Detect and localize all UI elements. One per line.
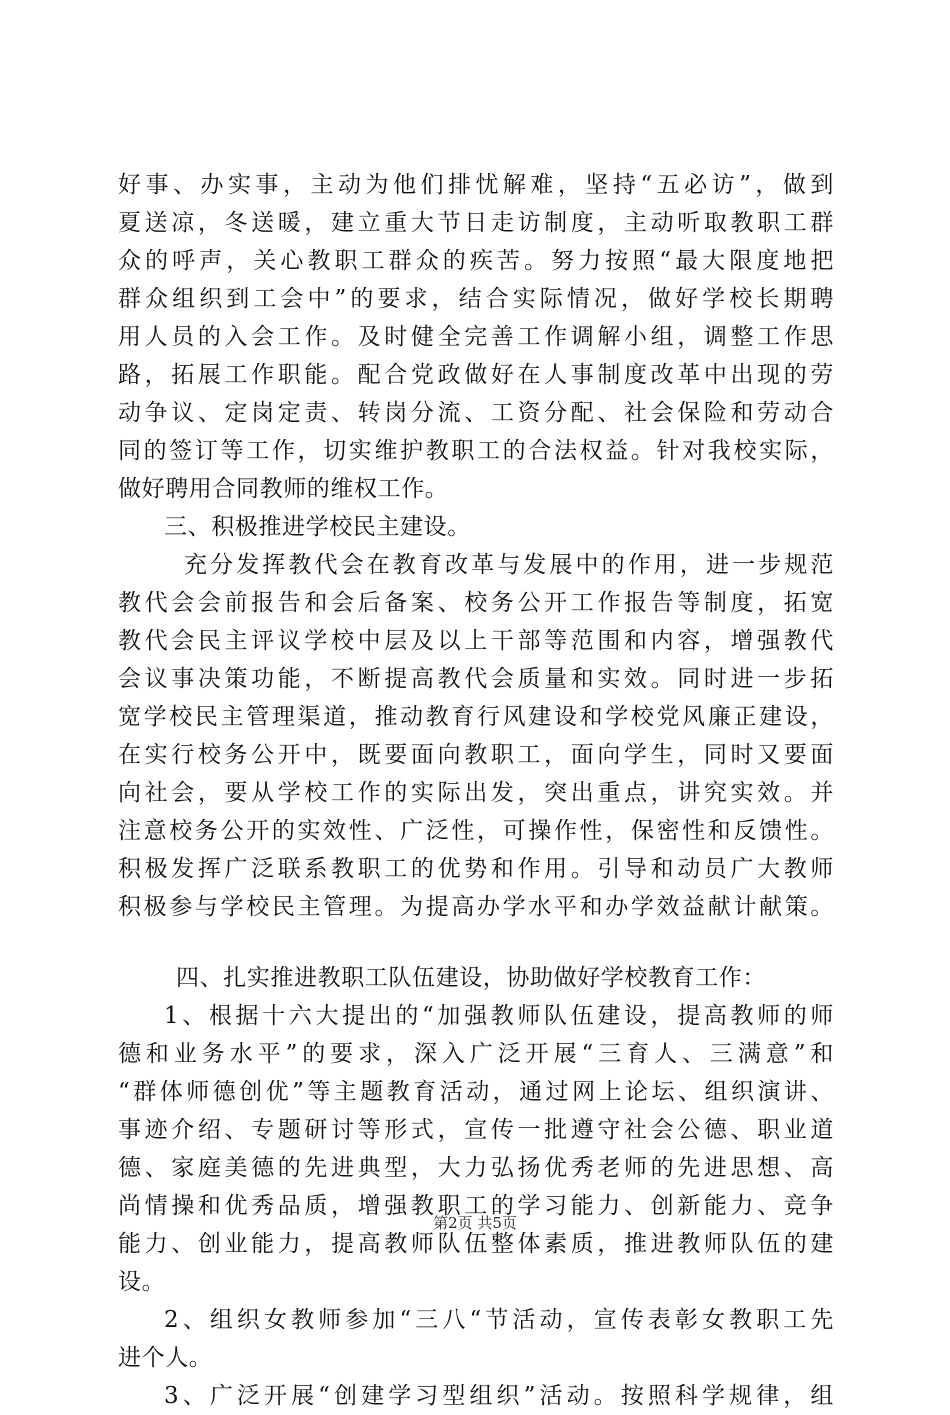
- text-line: 在实行校务公开中，既要面向教职工，面向学生，同时又要面: [118, 742, 834, 768]
- text-line: 尚情操和优秀品质，增强教职工的学习能力、创新能力、竞争: [118, 1193, 834, 1219]
- section-heading-3: 三、积极推进学校民主建设。: [164, 514, 471, 540]
- text-line: 众的呼声，关心教职工群众的疾苦。努力按照“最大限度地把: [118, 248, 834, 274]
- text-line: 能力、创业能力，提高教师队伍整体素质，推进教师队伍的建: [118, 1231, 834, 1257]
- text-line: 夏送凉，冬送暖，建立重大节日走访制度，主动听取教职工群: [118, 210, 834, 236]
- text-line: 进个人。: [118, 1345, 213, 1371]
- text-line: 德、家庭美德的先进典型，大力弘扬优秀老师的先进思想、高: [118, 1155, 834, 1181]
- text-line: 教代会会前报告和会后备案、校务公开工作报告等制度，拓宽: [118, 590, 834, 616]
- text-line: 事迹介绍、专题研讨等形式，宣传一批遵守社会公德、职业道: [118, 1117, 834, 1143]
- text-line: 注意校务公开的实效性、广泛性，可操作性，保密性和反馈性。: [118, 818, 834, 844]
- text-line: 做好聘用合同教师的维权工作。: [118, 476, 449, 502]
- text-line: 教代会民主评议学校中层及以上干部等范围和内容，增强教代: [118, 628, 834, 654]
- text-line: “群体师德创优”等主题教育活动，通过网上论坛、组织演讲、: [118, 1079, 834, 1105]
- text-line: 用人员的入会工作。及时健全完善工作调解小组，调整工作思: [118, 324, 834, 350]
- text-line: 向社会，要从学校工作的实际出发，突出重点，讲究实效。并: [118, 780, 834, 806]
- section-heading-4: 四、扎实推进教职工队伍建设，协助做好学校教育工作：: [176, 965, 766, 991]
- text-line: 同的签订等工作，切实维护教职工的合法权益。针对我校实际，: [118, 438, 834, 464]
- text-line: 3、广泛开展“创建学习型组织”活动。按照科学规律，组: [164, 1383, 834, 1409]
- text-line: 德和业务水平”的要求，深入广泛开展“三育人、三满意”和: [118, 1041, 834, 1067]
- text-line: 积极发挥广泛联系教职工的优势和作用。引导和动员广大教师: [118, 856, 834, 882]
- paragraph-gap: [118, 926, 834, 959]
- text-line: 充分发挥教代会在教育改革与发展中的作用，进一步规范: [184, 552, 834, 578]
- text-line: 好事、办实事，主动为他们排忧解难，坚持“五必访”，做到: [118, 172, 834, 198]
- text-line: 路，拓展工作职能。配合党政做好在人事制度改革中出现的劳: [118, 362, 834, 388]
- text-line: 1、根据十六大提出的“加强教师队伍建设，提高教师的师: [164, 1003, 834, 1029]
- page-number-footer: 第2页 共5页: [433, 1214, 517, 1232]
- text-line: 群众组织到工会中”的要求，结合实际情况，做好学校长期聘: [118, 286, 834, 312]
- text-line: 动争议、定岗定责、转岗分流、工资分配、社会保险和劳动合: [118, 400, 834, 426]
- text-line: 会议事决策功能，不断提高教代会质量和实效。同时进一步拓: [118, 666, 834, 692]
- text-line: 积极参与学校民主管理。为提高办学水平和办学效益献计献策。: [118, 894, 834, 920]
- text-line: 2、组织女教师参加“三八“节活动，宣传表彰女教职工先: [164, 1307, 834, 1333]
- text-line: 设。: [118, 1269, 166, 1295]
- text-line: 宽学校民主管理渠道，推动教育行风建设和学校党风廉正建设，: [118, 704, 834, 730]
